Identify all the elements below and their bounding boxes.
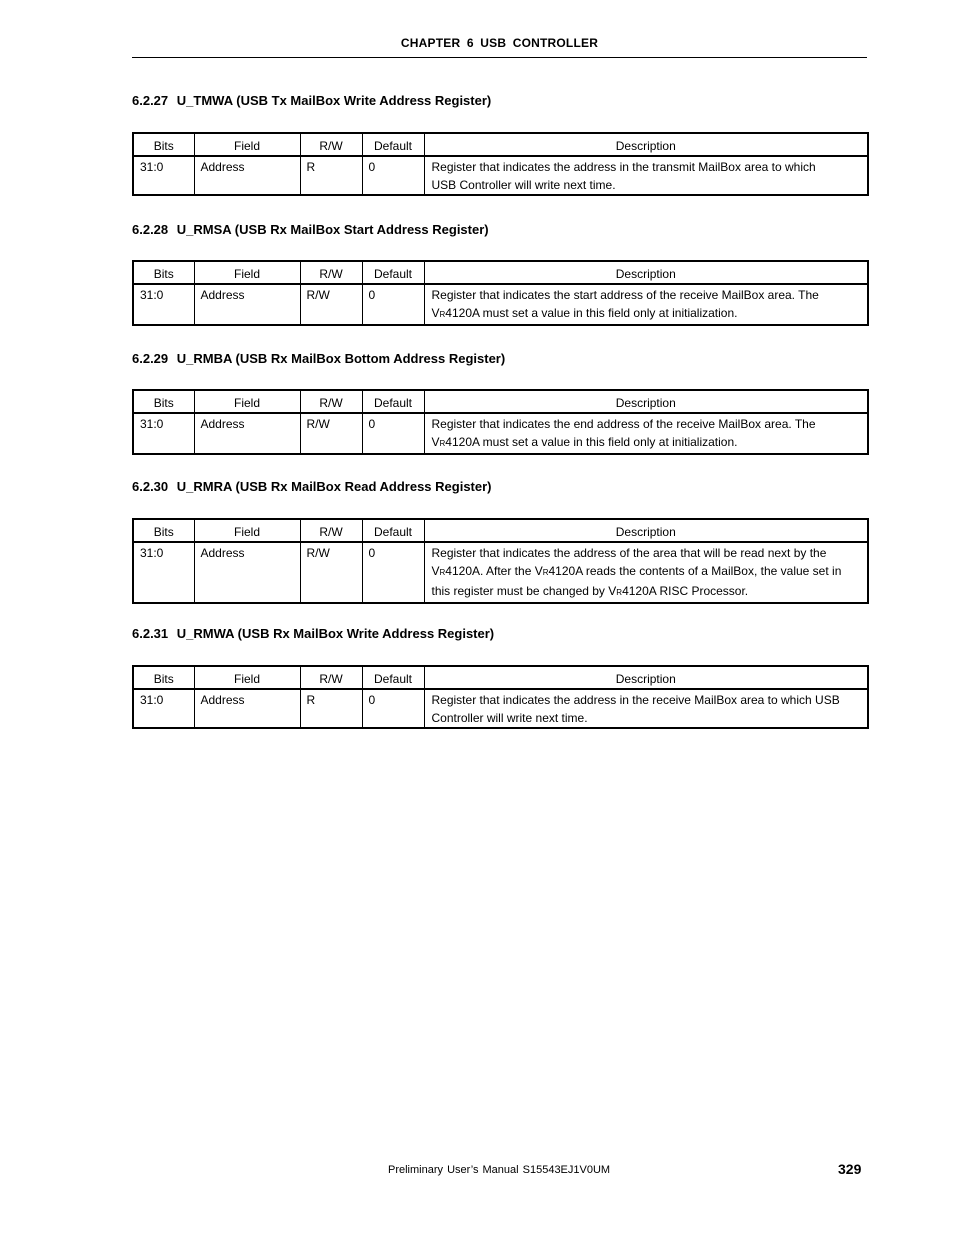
- section-heading: [132, 93, 867, 109]
- section-number: 6.2.29: [132, 351, 169, 366]
- description-line: Register that indicates the address in the receive MailBox area to which USB: [431, 693, 840, 707]
- cell-bits: 31:0: [133, 413, 194, 454]
- section-title: U_RMRA (USB Rx MailBox Read Address Register): [176, 479, 492, 494]
- header-description: Description: [424, 390, 868, 413]
- cell-bits: 31:0: [133, 156, 194, 195]
- register-table: [132, 665, 869, 729]
- section-u-tmwa: [132, 93, 867, 192]
- description-line: VR4120A must set a value in this field only at initialization.: [431, 435, 738, 449]
- cell-default: 0: [362, 542, 424, 603]
- cell-default: 0: [362, 156, 424, 195]
- description-line: Register that indicates the start address of the receive MailBox area. The: [431, 288, 819, 302]
- header-rw: R/W: [300, 519, 362, 542]
- description-line: Register that indicates the address of the area that will be read next by the: [431, 546, 827, 560]
- section-title: U_RMSA (USB Rx MailBox Start Address Register): [176, 222, 489, 237]
- description-line: USB Controller will write next time.: [431, 178, 616, 192]
- description-line: this register must be changed by VR4120A RISC Processor.: [431, 584, 749, 598]
- register-table: [132, 132, 869, 196]
- cell-rw: R: [300, 156, 362, 195]
- table-row: [133, 542, 868, 603]
- section-number: 6.2.31: [132, 626, 169, 641]
- header-bits: Bits: [133, 519, 194, 542]
- description-line: Controller will write next time.: [431, 711, 588, 725]
- chapter-header: CHAPTER 6 USB CONTROLLER: [400, 36, 599, 50]
- header-field: Field: [194, 261, 300, 284]
- header-description: Description: [424, 519, 868, 542]
- header-divider: [132, 57, 867, 58]
- table-header-row: [133, 133, 868, 156]
- header-field: Field: [194, 666, 300, 689]
- header-field: Field: [194, 133, 300, 156]
- page-number: 329: [838, 1161, 862, 1177]
- cell-bits: 31:0: [133, 689, 194, 728]
- description-line: VR4120A must set a value in this field only at initialization.: [431, 306, 738, 320]
- header-default: Default: [362, 519, 424, 542]
- cell-description: [424, 284, 868, 325]
- cell-field: Address: [194, 284, 300, 325]
- table-row: [133, 284, 868, 325]
- cell-rw: R/W: [300, 542, 362, 603]
- section-title: U_TMWA (USB Tx MailBox Write Address Register): [176, 93, 492, 108]
- header-field: Field: [194, 390, 300, 413]
- register-table: [132, 260, 869, 326]
- header-default: Default: [362, 261, 424, 284]
- table-header-row: [133, 519, 868, 542]
- section-u-rmba: [132, 351, 867, 449]
- header-description: Description: [424, 666, 868, 689]
- cell-field: Address: [194, 156, 300, 195]
- section-number: 6.2.30: [132, 479, 169, 494]
- cell-description: [424, 689, 868, 728]
- section-heading: [132, 222, 867, 238]
- cell-bits: 31:0: [133, 284, 194, 325]
- cell-description: [424, 156, 868, 195]
- header-default: Default: [362, 390, 424, 413]
- header-bits: Bits: [133, 666, 194, 689]
- header-default: Default: [362, 133, 424, 156]
- header-bits: Bits: [133, 133, 194, 156]
- section-number: 6.2.28: [132, 222, 169, 237]
- description-line: Register that indicates the address in the transmit MailBox area to which: [431, 160, 816, 174]
- section-u-rmwa: [132, 626, 867, 725]
- header-rw: R/W: [300, 390, 362, 413]
- cell-default: 0: [362, 689, 424, 728]
- footer-manual-id: Preliminary User’s Manual S15543EJ1V0UM: [388, 1164, 611, 1176]
- table-row: [133, 413, 868, 454]
- header-bits: Bits: [133, 390, 194, 413]
- description-line: VR4120A. After the VR4120A reads the contents of a MailBox, the value set in: [431, 564, 842, 578]
- section-heading: [132, 479, 867, 495]
- section-u-rmra: [132, 479, 867, 598]
- section-heading: [132, 626, 867, 642]
- section-title: U_RMWA (USB Rx MailBox Write Address Register): [176, 626, 495, 641]
- cell-rw: R/W: [300, 284, 362, 325]
- table-row: [133, 156, 868, 195]
- section-title: U_RMBA (USB Rx MailBox Bottom Address Register): [176, 351, 506, 366]
- cell-field: Address: [194, 542, 300, 603]
- header-rw: R/W: [300, 666, 362, 689]
- table-header-row: [133, 261, 868, 284]
- header-rw: R/W: [300, 133, 362, 156]
- section-heading: [132, 351, 867, 367]
- cell-default: 0: [362, 413, 424, 454]
- table-row: [133, 689, 868, 728]
- header-description: Description: [424, 133, 868, 156]
- cell-field: Address: [194, 413, 300, 454]
- cell-default: 0: [362, 284, 424, 325]
- cell-description: [424, 542, 868, 603]
- register-table: [132, 389, 869, 455]
- cell-rw: R/W: [300, 413, 362, 454]
- table-header-row: [133, 666, 868, 689]
- header-rw: R/W: [300, 261, 362, 284]
- section-number: 6.2.27: [132, 93, 169, 108]
- cell-rw: R: [300, 689, 362, 728]
- header-description: Description: [424, 261, 868, 284]
- table-header-row: [133, 390, 868, 413]
- header-default: Default: [362, 666, 424, 689]
- header-field: Field: [194, 519, 300, 542]
- register-table: [132, 518, 869, 604]
- header-bits: Bits: [133, 261, 194, 284]
- cell-field: Address: [194, 689, 300, 728]
- cell-description: [424, 413, 868, 454]
- description-line: Register that indicates the end address of the receive MailBox area. The: [431, 417, 816, 431]
- cell-bits: 31:0: [133, 542, 194, 603]
- section-u-rmsa: [132, 222, 867, 320]
